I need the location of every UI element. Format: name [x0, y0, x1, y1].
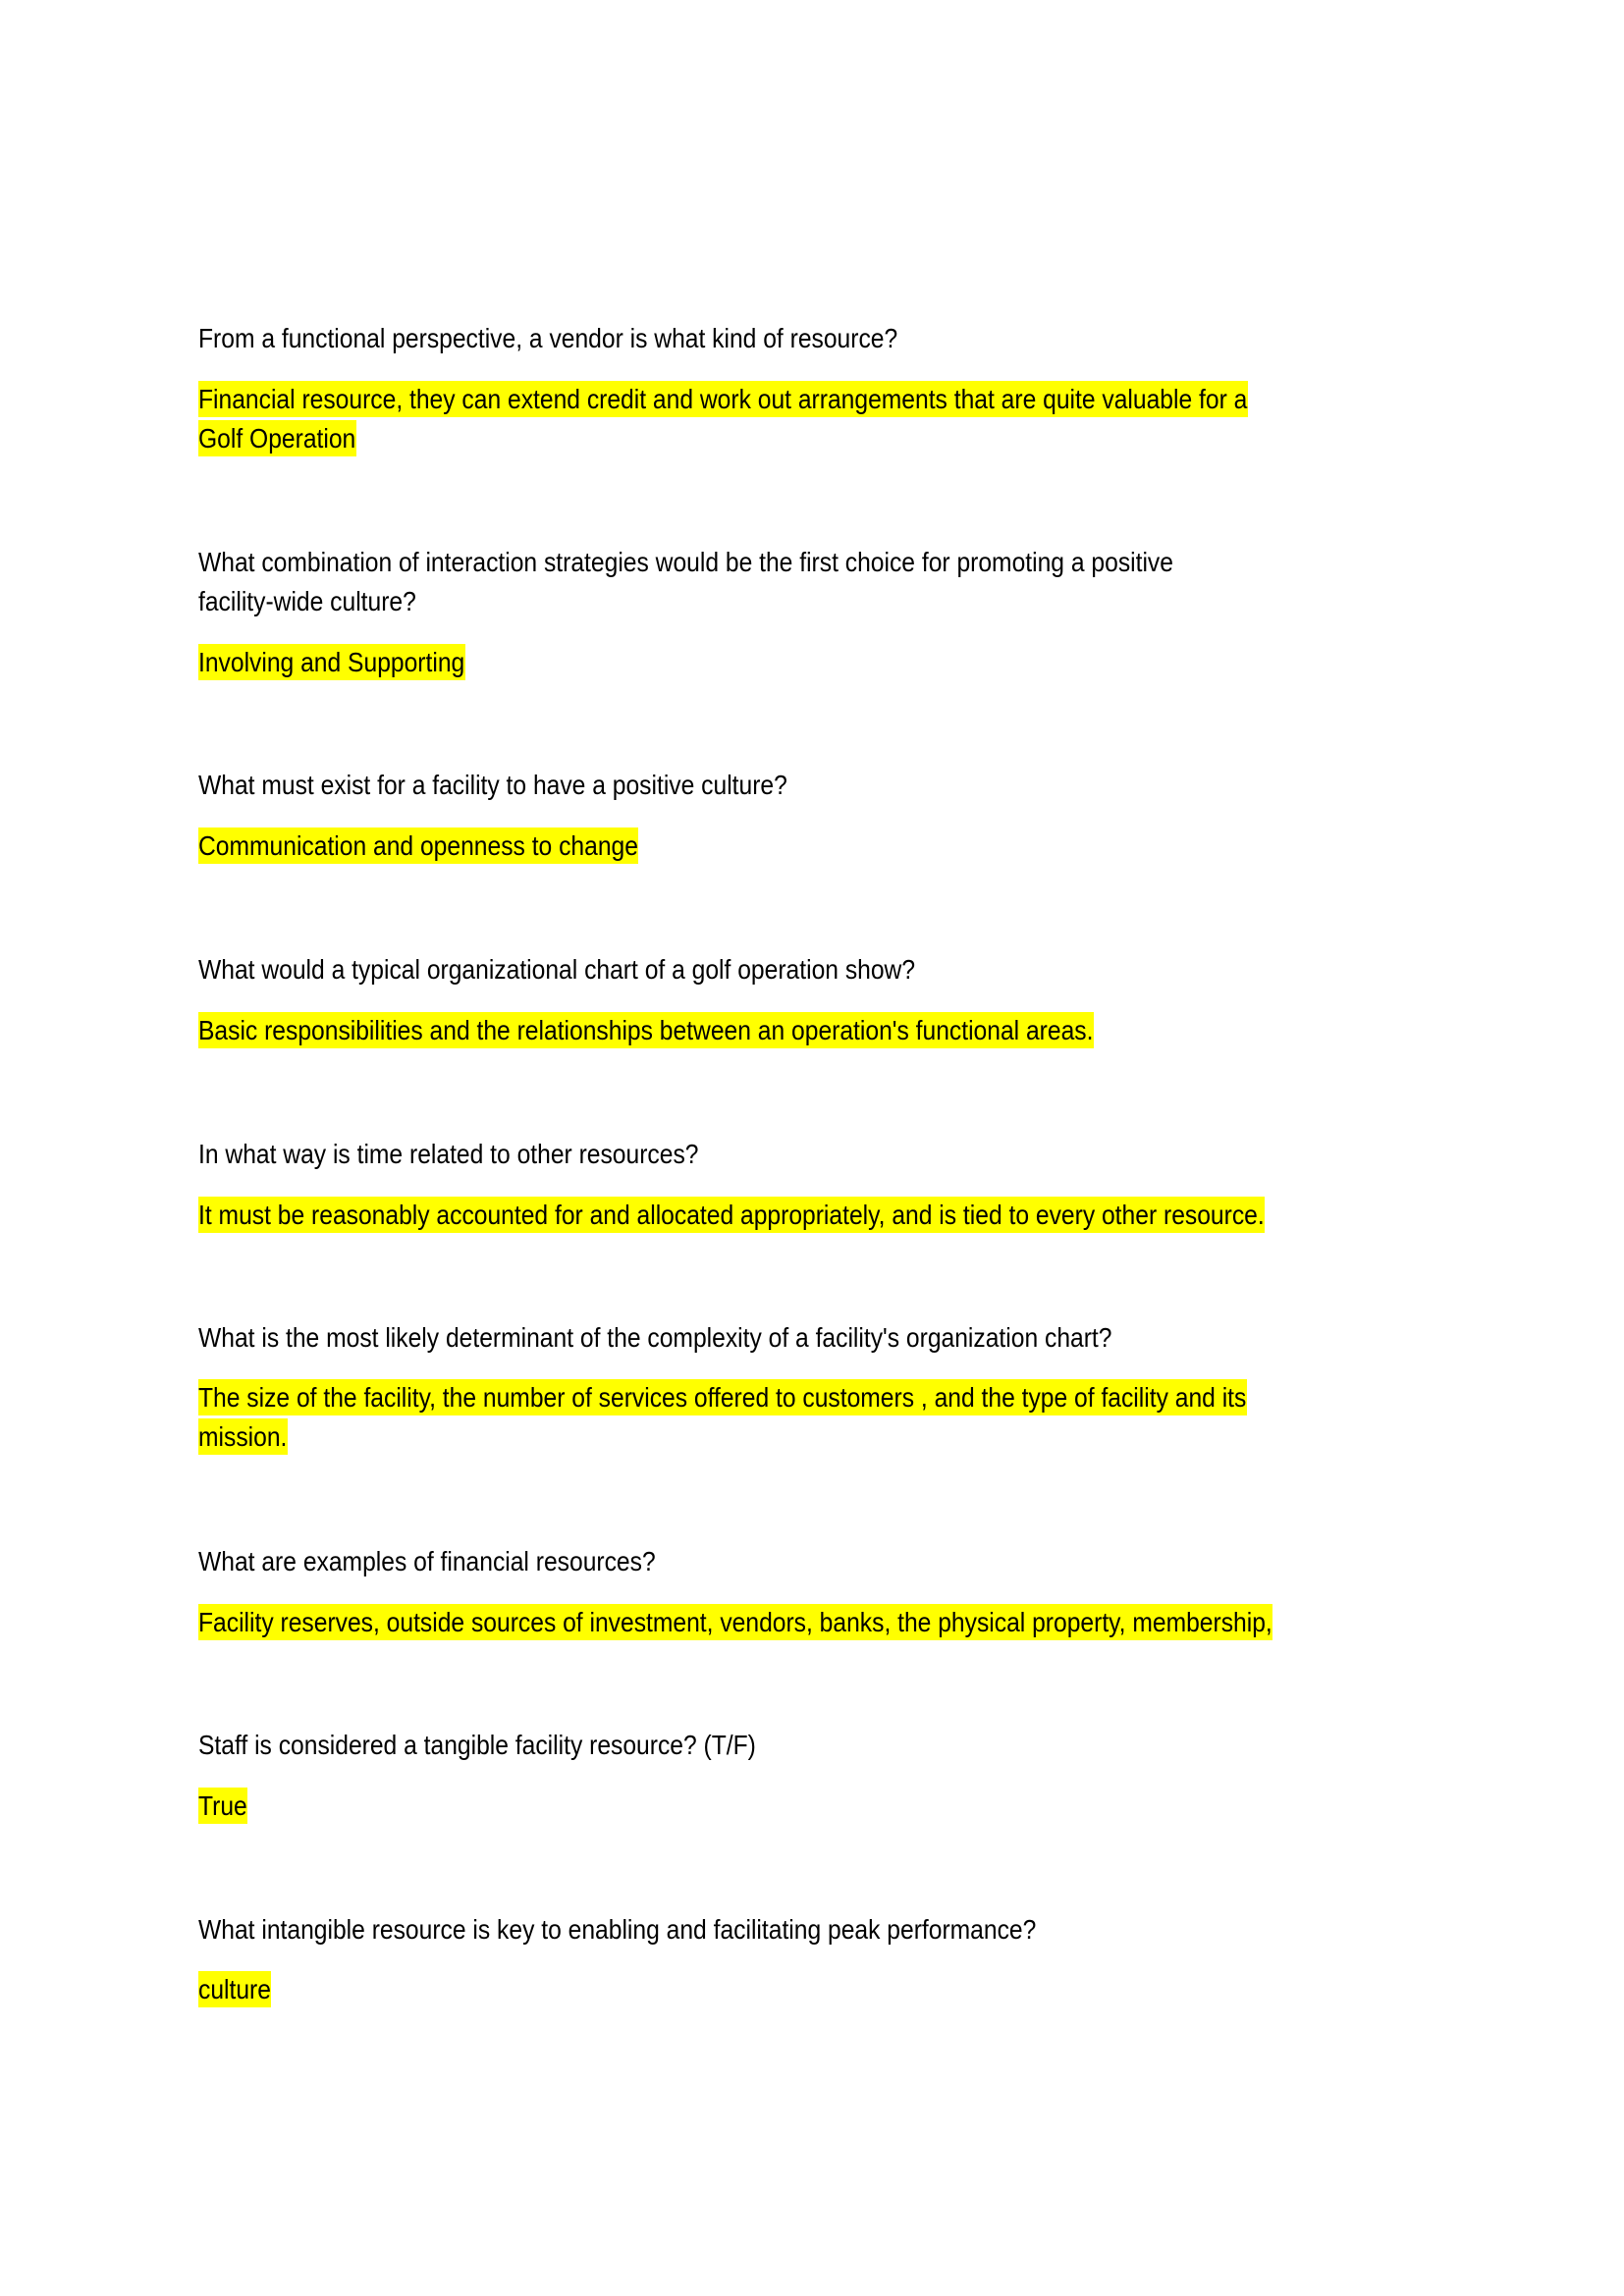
question-line: In what way is time related to other resources? [198, 1139, 699, 1169]
question-line: facility-wide culture? [198, 586, 416, 616]
question-line: What would a typical organizational chart of a golf operation show? [198, 954, 916, 985]
answer-8 [198, 1788, 1475, 1827]
answer-line [198, 381, 1475, 420]
answer-line [198, 644, 1475, 683]
highlight: culture [198, 1971, 271, 2007]
highlight: Basic responsibilities and the relationships between an operation's functional areas. [198, 1012, 1094, 1048]
question-8 [198, 1726, 1475, 1765]
highlight: mission. [198, 1418, 288, 1455]
highlight: It must be reasonably accounted for and allocated appropriately, and is tied to every other resource. [198, 1197, 1265, 1233]
question-2 [198, 543, 1475, 621]
answer-line [198, 1197, 1475, 1236]
question-5 [198, 1135, 1475, 1174]
question-line: What must exist for a facility to have a positive culture? [198, 770, 787, 800]
question-3 [198, 766, 1475, 805]
answer-line [198, 1418, 1475, 1458]
answer-line [198, 420, 1475, 459]
question-4 [198, 950, 1475, 989]
highlight: Financial resource, they can extend credit and work out arrangements that are quite valuable for a [198, 381, 1248, 417]
question-line: What intangible resource is key to enabling and facilitating peak performance? [198, 1914, 1037, 1945]
question-line: What are examples of financial resources? [198, 1546, 656, 1576]
question-7 [198, 1542, 1475, 1581]
highlight: The size of the facility, the number of services offered to customers , and the type of facility and its [198, 1379, 1247, 1415]
highlight: Involving and Supporting [198, 644, 465, 680]
question-line: From a functional perspective, a vendor is what kind of resource? [198, 323, 898, 353]
question-6 [198, 1318, 1475, 1358]
answer-9 [198, 1971, 1475, 2010]
answer-3 [198, 828, 1475, 867]
highlight: Communication and openness to change [198, 828, 638, 864]
answer-line [198, 1971, 1475, 2010]
answer-line [198, 828, 1475, 867]
answer-5 [198, 1197, 1475, 1236]
answer-4 [198, 1012, 1475, 1051]
answer-2 [198, 644, 1475, 683]
highlight: True [198, 1788, 247, 1824]
answer-line [198, 1788, 1475, 1827]
answer-1 [198, 381, 1475, 459]
answer-6 [198, 1379, 1475, 1458]
highlight: Golf Operation [198, 420, 356, 456]
question-line: What combination of interaction strategies would be the first choice for promoting a positive [198, 547, 1173, 577]
answer-line [198, 1012, 1475, 1051]
question-9 [198, 1910, 1475, 1949]
highlight: Facility reserves, outside sources of investment, vendors, banks, the physical property, membership, [198, 1604, 1272, 1640]
question-1 [198, 319, 1475, 358]
answer-line [198, 1604, 1475, 1643]
question-line: Staff is considered a tangible facility resource? (T/F) [198, 1730, 756, 1760]
answer-line [198, 1379, 1475, 1418]
answer-7 [198, 1604, 1475, 1643]
question-line: What is the most likely determinant of the complexity of a facility's organization chart? [198, 1322, 1112, 1353]
